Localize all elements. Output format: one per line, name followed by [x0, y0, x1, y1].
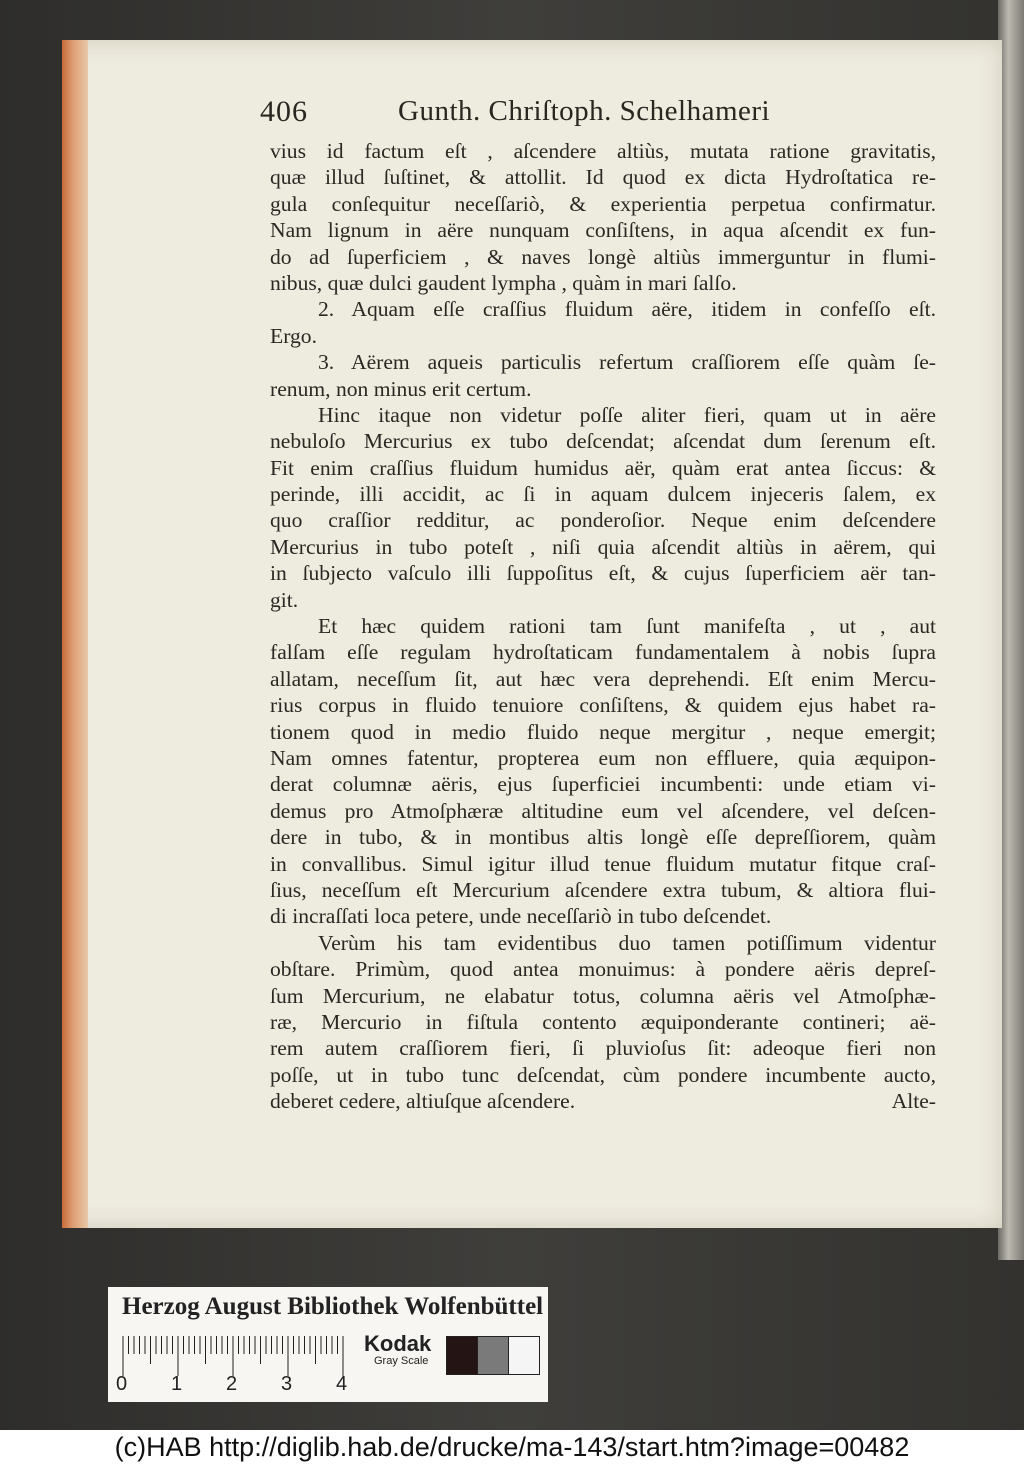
ruler-scale: [122, 1336, 347, 1376]
text-line: Ergo.: [270, 323, 317, 348]
text-line: in ſubjecto vaſculo illi ſuppoſitus eſt, & cujus ſuperficiem aër tan-: [270, 561, 936, 586]
page-number: 406: [260, 95, 308, 128]
text-line: allatam, neceſſum ſit, aut hæc vera deprehendi. Eſt enim Mercu-: [270, 666, 936, 691]
gray-swatch: [446, 1336, 478, 1375]
library-scale-label: [108, 1287, 548, 1402]
ruler-number: 1: [171, 1373, 183, 1395]
text-line: demus pro Atmoſphæræ altitudine eum vel aſcendere, vel deſcen-: [270, 798, 936, 823]
text-line: falſam eſſe regulam hydroſtaticam fundamentalem à nobis ſupra: [270, 640, 936, 665]
gray-swatch: [477, 1336, 509, 1375]
text-line: deberet cedere, altiuſque aſcendere.: [270, 1089, 576, 1114]
text-line: Et hæc quidem rationi tam ſunt manifeſta , ut , aut: [318, 614, 936, 639]
ruler-numbers: [116, 1373, 356, 1397]
text-line: Nam lignum in aëre nunquam conſiſtens, in aqua aſcendit ex fun-: [270, 218, 936, 243]
text-line: di incraſſati loca petere, unde neceſſariò in tubo deſcendet.: [270, 904, 772, 929]
text-line: Fit enim craſſius fluidum humidus aër, quàm erat antea ſiccus: &: [270, 455, 936, 480]
text-line: 3. Aërem aqueis particulis refertum craſſiorem eſſe quàm ſe-: [318, 350, 936, 375]
text-line: rius corpus in fluido tenuiore conſiſtens, & quidem ejus habet ra-: [270, 693, 936, 718]
text-line: derat columnæ aëris, ejus ſuperficiei incumbenti: unde etiam vi-: [270, 772, 936, 797]
text-line: quæ illud ſuſtinet, & attollit. Id quod ex dicta Hydroſtatica re-: [270, 165, 936, 190]
text-line: quo craſſior redditur, ac ponderoſior. Neque enim deſcendere: [270, 508, 936, 533]
gray-swatch: [508, 1336, 540, 1375]
text-line: git.: [270, 587, 299, 612]
catchword: Alte-: [891, 1089, 936, 1114]
footer-bar: [0, 1430, 1024, 1470]
text-line: nibus, quæ dulci gaudent lympha , quàm in mari ſalſo.: [270, 270, 737, 295]
text-line: vius id factum eſt , aſcendere altiùs, mutata ratione gravitatis,: [270, 139, 936, 163]
text-line: gula conſequitur neceſſariò, & experientia perpetua confirmatur.: [270, 191, 936, 216]
ruler-number: 2: [226, 1373, 238, 1395]
gray-scale-caption: Gray Scale: [374, 1355, 429, 1367]
text-line: poſſe, ut in tubo tunc deſcendat, cùm pondere incumbente aucto,: [270, 1062, 936, 1087]
text-line: Nam omnes fatentur, propterea eum non effluere, quia æquipon-: [270, 745, 936, 770]
text-line: Verùm his tam evidentibus duo tamen potiſſimum videntur: [318, 930, 936, 955]
text-line: ſum Mercurium, ne elabatur totus, columna aëris vel Atmoſphæ-: [270, 983, 936, 1008]
ruler-number: 4: [336, 1373, 348, 1395]
ruler-number: 3: [281, 1373, 293, 1395]
ruler-number: 0: [116, 1373, 128, 1395]
text-line: tionem quod in medio fluido neque mergitur , neque emergit;: [270, 719, 936, 744]
page-header: [260, 95, 820, 135]
source-url-text: (c)HAB http://diglib.hab.de/drucke/ma-143/start.htm?image=00482: [114, 1432, 910, 1462]
text-line: obſtare. Primùm, quod antea monuimus: à pondere aëris depreſ-: [270, 957, 936, 982]
library-name: Herzog August Bibliothek Wolfenbüttel: [122, 1293, 544, 1320]
text-line: 2. Aquam eſſe craſſius fluidum aëre, itidem in confeſſo eſt.: [318, 297, 936, 322]
body-text: [270, 138, 936, 1114]
text-line: dere in tubo, & in montibus altis longè eſſe depreſſiorem, quàm: [270, 825, 936, 850]
text-line: ſius, neceſſum eſt Mercurium aſcendere extra tubum, & altiora flui-: [270, 877, 936, 902]
running-title: Gunth. Chriſtoph. Schelhameri: [398, 95, 771, 127]
text-line: Hinc itaque non videtur poſſe aliter fieri, quam ut in aëre: [318, 402, 936, 427]
text-line: renum, non minus erit certum.: [270, 376, 532, 401]
text-line: Mercurius in tubo poteſt , niſi quia aſcendit altiùs in aërem, qui: [270, 534, 936, 559]
text-line: do ad ſuperficiem , & naves longè altiùs immerguntur in flumi-: [270, 244, 936, 269]
text-line: nebuloſo Mercurius ex tubo deſcendat; aſcendat dum ſerenum eſt.: [270, 429, 936, 454]
kodak-brand: Kodak: [364, 1331, 432, 1356]
text-line: in convallibus. Simul igitur illud tenue fluidum mutatur fitque craſ-: [270, 851, 936, 876]
text-line: rem autem craſſiorem fieri, ſi pluvioſus ſit: adeoque fieri non: [270, 1036, 936, 1061]
page-gilt-edge: [62, 40, 88, 1228]
text-line: perinde, illi accidit, ac ſi in aquam dulcem injeceris ſalem, ex: [270, 482, 936, 507]
text-line: ræ, Mercurio in fiſtula contento æquiponderante contineri; aë-: [270, 1009, 936, 1034]
